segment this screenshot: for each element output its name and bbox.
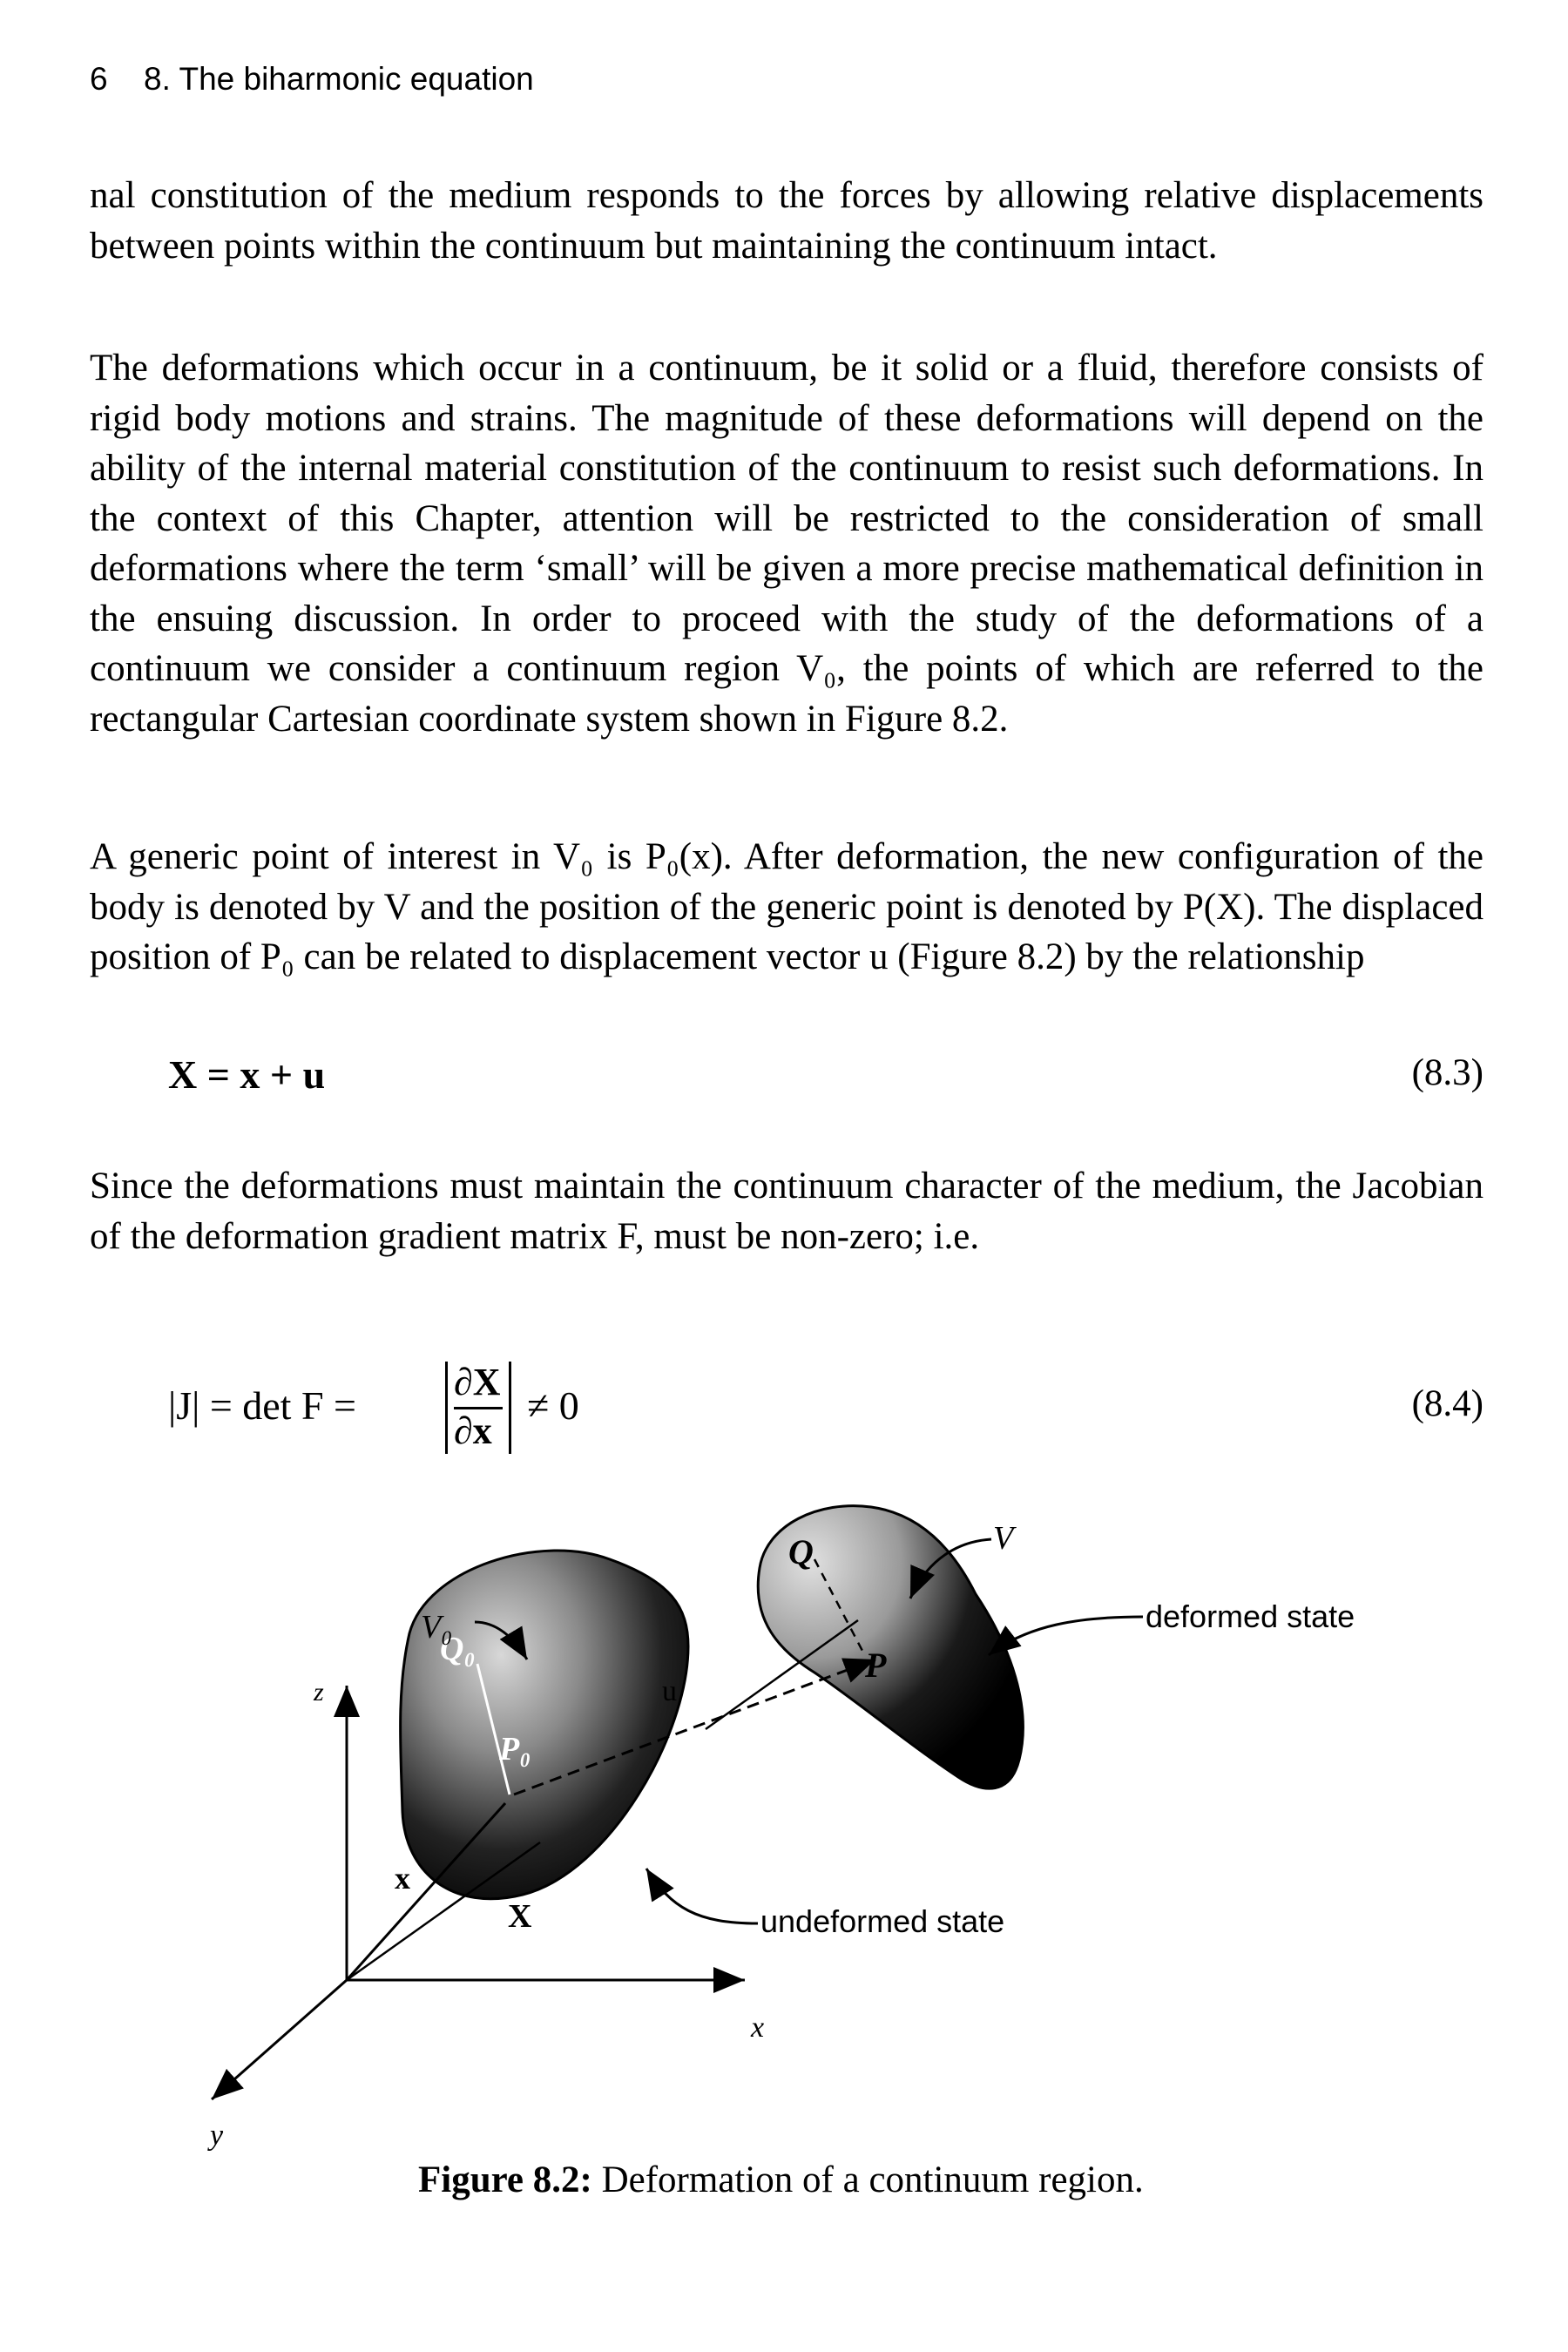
label-V0: V₀: [421, 1609, 453, 1646]
paragraph-1: nal constitution of the medium responds to the forces by allowing relative displacements between points within the continuum but maintaining the continuum intact.: [90, 175, 1484, 267]
equation-8-4-lhs: |J| = det F =: [168, 1383, 356, 1428]
label-V: V: [993, 1520, 1014, 1557]
axis-y-label: y: [210, 2119, 224, 2152]
figure-caption-text: Deformation of a continuum region.: [601, 2159, 1144, 2200]
equation-8-3-body: X = x + u: [168, 1052, 326, 1097]
label-undeformed-state: undeformed state: [760, 1903, 1005, 1939]
label-x-vector: x: [395, 1861, 410, 1896]
page-number: 6: [90, 61, 108, 97]
paragraph-2: The deformations which occur in a continuum, be it solid or a fluid, therefore consists of rigid body motions and strains. The magnitude of these deformations will depend on the ability of the internal material constitution of the continuum to resist such deformations. In the context of this Chapter, attention will be restricted to the consideration of small deformations where the term ‘small’ will be given a more precise mathematical definition in the ensuing discussion. In order to proceed with the study of the deformations of a continuum we consider a continuum region V₀, the points of which are referred to the rectangular Cartesian coordinate system shown in Figure 8.2.: [90, 348, 1484, 740]
chapter-title: 8. The biharmonic equation: [144, 61, 534, 97]
leader-deformed: [989, 1617, 1143, 1655]
label-P0: P₀: [499, 1731, 531, 1767]
label-P: P: [865, 1646, 887, 1685]
paragraph-3: A generic point of interest in V₀ is P₀(x). After deformation, the new configuration of the body is denoted by V and the position of the generic point is denoted by P(X). The displaced position of P₀ can be related to displacement vector u (Figure 8.2) by the relationship: [90, 836, 1484, 977]
figure-caption: [418, 2159, 1144, 2201]
label-u: u: [662, 1675, 677, 1707]
fraction-denominator: ∂x: [454, 1409, 492, 1452]
axis-z-label: z: [314, 1678, 324, 1707]
label-deformed-state: deformed state: [1146, 1598, 1355, 1634]
figure-caption-label: Figure 8.2:: [418, 2159, 592, 2200]
axis-x-label: x: [751, 2011, 765, 2044]
equation-8-3-number: (8.3): [1411, 1052, 1484, 1093]
label-Q0: Q₀: [440, 1631, 476, 1667]
paragraph-4: Since the deformations must maintain the continuum character of the medium, the Jacobian of the deformation gradient matrix F, must be non-zero; i.e.: [90, 1166, 1484, 1257]
undeformed-body: [401, 1551, 688, 1899]
equation-8-4-number: (8.4): [1411, 1383, 1484, 1424]
leader-undeformed: [646, 1869, 758, 1923]
y-axis: [212, 1980, 347, 2099]
label-Q: Q: [788, 1532, 814, 1571]
fraction-numerator: ∂X: [454, 1361, 501, 1403]
equation-8-4-rhs: ≠ 0: [527, 1383, 579, 1428]
label-X-vector: X: [508, 1898, 532, 1935]
